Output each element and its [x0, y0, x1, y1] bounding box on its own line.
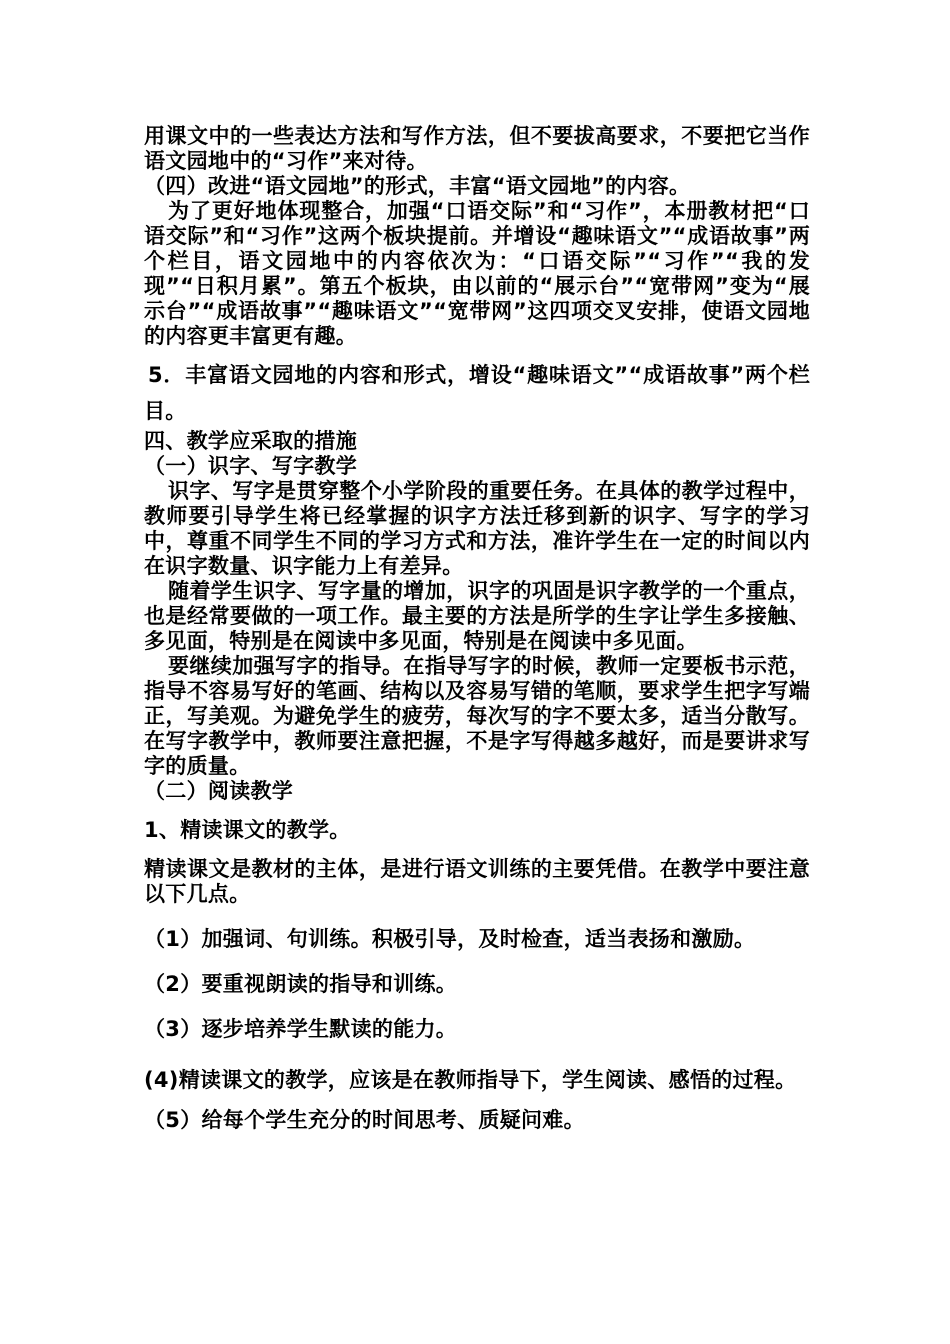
- paragraph-writing-guidance: 要继续加强写字的指导。在指导写字的时候，教师一定要板书示范，指导不容易写好的笔画、结构以及容易写错的笔顺，要求学生把字写端正，写美观。为避免学生的疲劳，每次写的字不要太多，适当分散写。在写字教学中，教师要注意把握，不是字写得越多越好，而是要讲求写字的质量。: [144, 654, 810, 778]
- item-5-enrich: 5．丰富语文园地的内容和形式，增设“趣味语文”“成语故事”两个栏目。: [144, 363, 810, 423]
- paragraph-integration: 为了更好地体现整合，加强“口语交际”和“习作”，本册教材把“口语交际”和“习作”这两个板块提前。并增设“趣味语文”“成语故事”两个栏目，语文园地中的内容依次为：“口语交际”“习作”“我的发现”“日积月累”。第五个板块，由以前的“展示台”“宽带网”变为“展示台”“成语故事”“趣味语文”“宽带网”这四项交叉安排，使语文园地的内容更丰富更有趣。: [144, 199, 810, 348]
- item-intensive-reading: 1、精读课文的教学。: [144, 818, 351, 842]
- paragraph-literacy-task: 识字、写字是贯穿整个小学阶段的重要任务。在具体的教学过程中，教师要引导学生将已经掌握的识字方法迁移到新的识字、写字的学习中，尊重不同学生不同的学习方式和方法，准许学生在一定的时间以内在识字数量、识字能力上有差异。: [144, 479, 810, 578]
- paragraph-continuation: 用课文中的一些表达方法和写作方法，但不要拔高要求，不要把它当作语文园地中的“习作”来对待。: [144, 124, 810, 173]
- list-item-1: （1）加强词、句训练。积极引导，及时检查，适当表扬和激励。: [144, 927, 756, 951]
- subheading-reading-teaching: （二）阅读教学: [144, 779, 294, 803]
- document-page: [144, 124, 810, 1133]
- list-item-3: （3）逐步培养学生默读的能力。: [144, 1017, 458, 1041]
- subheading-literacy-writing: （一）识字、写字教学: [144, 454, 357, 478]
- list-item-5: （5）给每个学生充分的时间思考、质疑问难。: [144, 1108, 585, 1132]
- list-item-4: (4)精读课文的教学，应该是在教师指导下，学生阅读、感悟的过程。: [144, 1068, 797, 1092]
- paragraph-intensive-reading-body: 精读课文是教材的主体，是进行语文训练的主要凭借。在教学中要注意以下几点。: [144, 857, 810, 906]
- list-item-2: （2）要重视朗读的指导和训练。: [144, 972, 458, 996]
- section-heading-measures: 四、教学应采取的措施: [144, 429, 357, 453]
- section-heading-four-improve: （四）改进“语文园地”的形式，丰富“语文园地”的内容。: [144, 174, 691, 198]
- paragraph-consolidation: 随着学生识字、写字量的增加，识字的巩固是识字教学的一个重点，也是经常要做的一项工作。最主要的方法是所学的生字让学生多接触、多见面，特别是在阅读中多见面，特别是在阅读中多见面。: [144, 579, 810, 653]
